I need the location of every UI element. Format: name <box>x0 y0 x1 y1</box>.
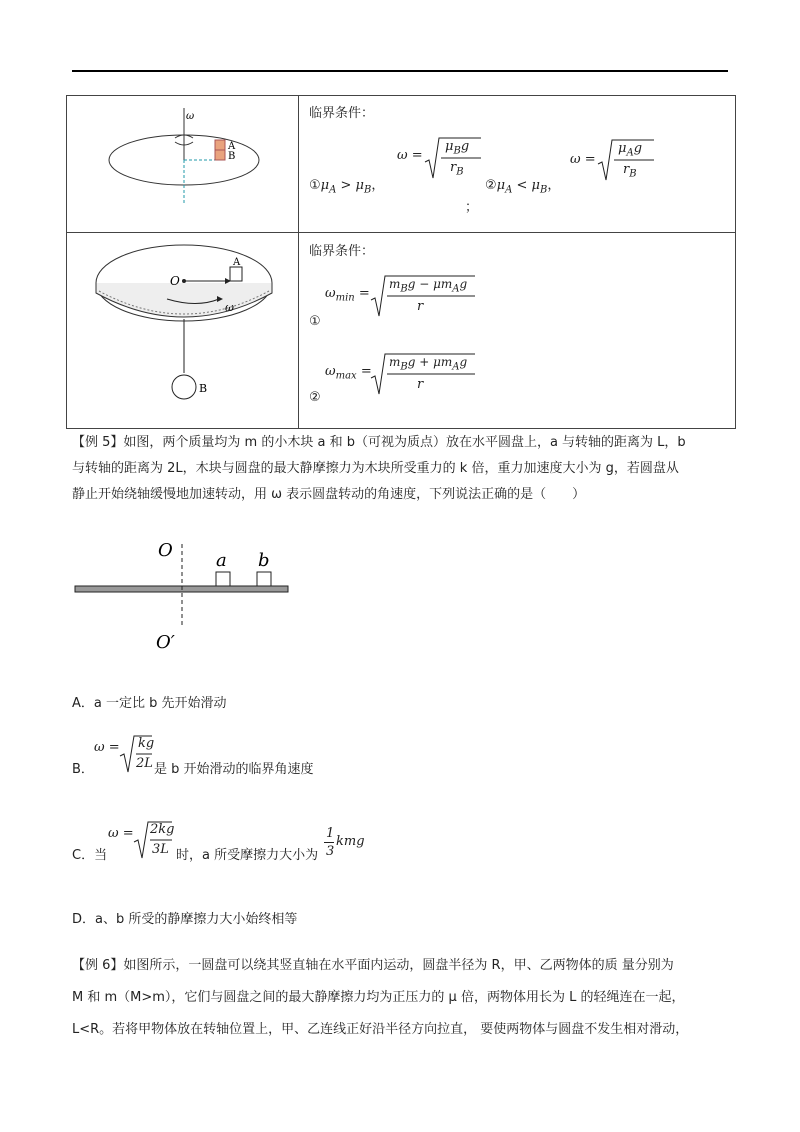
row2-O-label: O <box>170 274 180 288</box>
option-c-frac-den: 3 <box>326 844 335 859</box>
row2-figure-disc-string-hanging-mass <box>67 233 298 428</box>
example6-line2: M 和 m（M>m），它们与圆盘之间的最大静摩擦力均为正压力的 μ 倍，两物体用长为 L 的轻绳连在一起， <box>72 990 685 1005</box>
example6-line3: L<R。若将甲物体放在转轴位置上，甲、乙连线正好沿半径方向拉直， 要使两物体与圆盘不发生相对滑动， <box>72 1022 689 1037</box>
row1-case2-condition: $②\mu_A < \mu_B$， <box>485 178 561 196</box>
option-c-tail: kmg <box>336 834 365 849</box>
example5-a-label: a <box>216 550 227 571</box>
row2-max-num: $m_Bg + \mu m_Ag$ <box>389 355 468 373</box>
option-c-frac-num: 1 <box>326 826 335 841</box>
row1-label-a: A <box>228 141 236 152</box>
example5-option-c[interactable] <box>72 818 472 868</box>
example5-figure-disc-side-view <box>70 536 300 656</box>
example5-option-d[interactable]: D．a、b 所受的静摩擦力大小始终相等 <box>72 912 298 927</box>
row1-case2-num: $\mu_Ag$ <box>618 141 643 159</box>
example6-line1: 【例 6】如图所示，一圆盘可以绕其竖直轴在水平面内运动，圆盘半径为 R，甲、乙两物体的质 量分别为 <box>72 958 674 973</box>
example5-line2: 与转轴的距离为 2L，木块与圆盘的最大静摩擦力为木块所受重力的 k 倍，重力加速度大小为 g，若圆盘从 <box>72 461 679 476</box>
row1-condition-label: 临界条件： <box>309 106 375 121</box>
row2-condition-label: 临界条件： <box>309 244 375 259</box>
option-c-mid: 时，a 所受摩擦力大小为 <box>176 848 319 863</box>
option-b-suffix: 是 b 开始滑动的临界角速度 <box>154 762 314 777</box>
row1-figure-disc-stacked-blocks <box>67 96 298 232</box>
row2-idx2: ② <box>309 390 321 405</box>
option-b-num: kg <box>138 736 155 751</box>
option-c-prefix: C．当 <box>72 848 108 863</box>
row1-case1-num: $\mu_Bg$ <box>445 139 470 157</box>
row1-case2-omega: ω = <box>570 152 596 167</box>
option-c-num: 2kg <box>150 822 175 837</box>
example5-stem <box>72 430 732 508</box>
header-rule <box>72 70 728 72</box>
row1-omega-label: ω <box>186 111 195 122</box>
example5-line1: 【例 5】如图，两个质量均为 m 的小木块 a 和 b（可视为质点）放在水平圆盘上，a 与转轴的距离为 L，b <box>72 435 686 450</box>
row1-case2-den: $r_B$ <box>623 162 637 180</box>
option-c-omega: ω = <box>108 826 134 841</box>
row2-A-label: A <box>233 257 241 268</box>
table-column-divider <box>298 96 299 428</box>
example5-line3: 静止开始绕轴缓慢地加速转动，用 ω 表示圆盘转动的角速度，下列说法正确的是（ ） <box>72 487 586 502</box>
row2-idx1: ① <box>309 314 321 329</box>
option-c-frac-bar <box>324 842 334 843</box>
example5-option-b[interactable] <box>72 732 472 782</box>
row1-semicolon: ； <box>465 200 479 215</box>
option-b-prefix: B． <box>72 762 94 777</box>
row1-label-b: B <box>228 151 236 162</box>
row2-min-num: $m_Bg - \mu m_Ag$ <box>389 277 468 295</box>
example5-b-label: b <box>258 550 270 571</box>
example5-option-a[interactable]: A．a 一定比 b 先开始滑动 <box>72 696 227 711</box>
example5-O-prime-label: O′ <box>156 632 175 653</box>
example6-stem <box>72 950 732 1046</box>
row2-omega-min: $\omega_{min}$ = <box>325 286 370 304</box>
row1-case1-condition: $①\mu_A > \mu_B$， <box>309 178 385 196</box>
row2-omega-label: ω <box>225 301 234 314</box>
row1-case1-den: $r_B$ <box>450 160 464 178</box>
option-b-den: 2L <box>136 756 153 771</box>
row2-omega-max: $\omega_{max}$ = <box>325 364 372 382</box>
example5-O-label: O <box>158 540 173 561</box>
row2-min-den: r <box>417 299 424 314</box>
row2-B-label: B <box>199 382 208 395</box>
critical-conditions-table <box>66 95 736 429</box>
row1-case1-omega: ω = <box>397 148 423 163</box>
option-c-den: 3L <box>152 842 169 857</box>
option-b-omega: ω = <box>94 740 120 755</box>
row2-max-den: r <box>417 377 424 392</box>
